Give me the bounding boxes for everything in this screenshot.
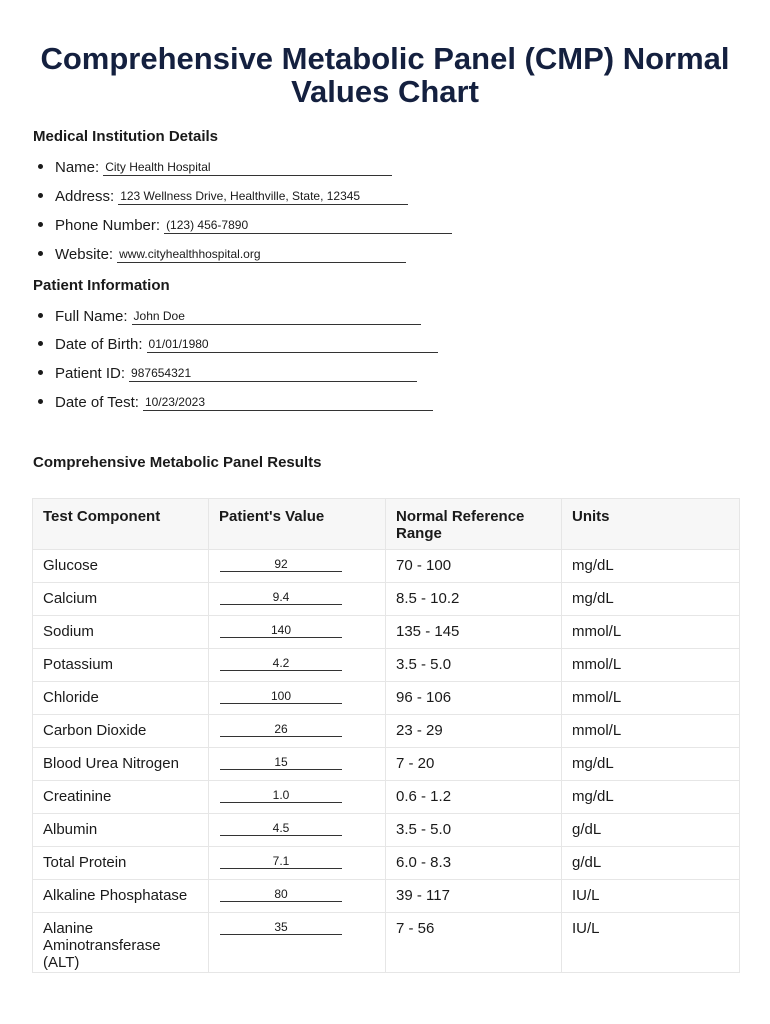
value-cell	[209, 715, 386, 748]
field-value: 987654321	[131, 366, 192, 380]
value-line	[220, 689, 342, 704]
field-value: 10/23/2023	[144, 395, 205, 409]
patient-value: 100	[270, 689, 292, 703]
range-cell: 96 - 106	[386, 682, 562, 715]
field-label: Patient ID:	[55, 365, 126, 382]
page-title: Comprehensive Metabolic Panel (CMP) Normal Values Chart	[40, 41, 730, 109]
patient-value: 26	[274, 722, 288, 736]
patient-value: 92	[274, 557, 288, 571]
field-line	[147, 335, 438, 353]
component-cell: Alkaline Phosphatase	[33, 880, 209, 913]
units-cell: mmol/L	[562, 649, 740, 682]
field-label: Address:	[55, 188, 115, 205]
table-row	[33, 550, 740, 583]
value-cell	[209, 814, 386, 847]
field-line	[143, 393, 433, 411]
field-label: Date of Birth:	[55, 336, 143, 353]
patient-value: 15	[274, 755, 288, 769]
units-cell: mmol/L	[562, 616, 740, 649]
units-cell: g/dL	[562, 814, 740, 847]
table-row	[33, 715, 740, 748]
column-header-range: Normal Reference Range	[386, 499, 562, 550]
field-line	[118, 187, 408, 205]
component-cell: Blood Urea Nitrogen	[33, 748, 209, 781]
table-row	[33, 781, 740, 814]
institution-phone-field	[38, 216, 452, 236]
range-cell: 7 - 56	[386, 913, 562, 973]
units-cell: IU/L	[562, 913, 740, 973]
range-cell: 23 - 29	[386, 715, 562, 748]
bullet-icon	[38, 193, 43, 198]
patient-value: 80	[274, 887, 288, 901]
range-cell: 135 - 145	[386, 616, 562, 649]
patient-value: 4.5	[272, 821, 290, 835]
value-line	[220, 854, 342, 869]
value-cell	[209, 616, 386, 649]
results-heading: Comprehensive Metabolic Panel Results	[33, 454, 322, 471]
patient-test-date-field	[38, 393, 433, 413]
value-line	[220, 722, 342, 737]
bullet-icon	[38, 222, 43, 227]
field-line	[117, 245, 406, 263]
field-value: 01/01/1980	[148, 337, 209, 351]
component-cell: Calcium	[33, 583, 209, 616]
value-line	[220, 656, 342, 671]
value-line	[220, 623, 342, 638]
institution-heading: Medical Institution Details	[33, 128, 219, 145]
component-cell: Creatinine	[33, 781, 209, 814]
field-label: Website:	[55, 246, 114, 263]
value-line	[220, 821, 342, 836]
units-cell: mg/dL	[562, 583, 740, 616]
units-cell: mmol/L	[562, 715, 740, 748]
field-label: Name:	[55, 159, 100, 176]
field-label: Date of Test:	[55, 394, 139, 411]
field-label: Full Name:	[55, 308, 128, 325]
component-cell: Glucose	[33, 550, 209, 583]
value-line	[220, 590, 342, 605]
table-row	[33, 847, 740, 880]
patient-name-field	[38, 307, 421, 327]
range-cell: 8.5 - 10.2	[386, 583, 562, 616]
table-row	[33, 682, 740, 715]
range-cell: 39 - 117	[386, 880, 562, 913]
value-line	[220, 557, 342, 572]
value-cell	[209, 649, 386, 682]
field-value: 123 Wellness Drive, Healthville, State, 12345	[120, 189, 361, 203]
institution-name-field	[38, 158, 392, 178]
value-line	[220, 788, 342, 803]
component-cell: Chloride	[33, 682, 209, 715]
column-header-value: Patient's Value	[209, 499, 386, 550]
units-cell: g/dL	[562, 847, 740, 880]
value-line	[220, 887, 342, 902]
component-cell: Albumin	[33, 814, 209, 847]
patient-dob-field	[38, 335, 438, 355]
patient-value: 1.0	[272, 788, 290, 802]
range-cell: 3.5 - 5.0	[386, 814, 562, 847]
table-row	[33, 616, 740, 649]
column-header-units: Units	[562, 499, 740, 550]
table-row	[33, 748, 740, 781]
column-header-component: Test Component	[33, 499, 209, 550]
field-line	[164, 216, 452, 234]
units-cell: IU/L	[562, 880, 740, 913]
value-cell	[209, 550, 386, 583]
field-value: (123) 456-7890	[166, 218, 249, 232]
component-cell: Alanine Aminotransferase (ALT)	[33, 913, 209, 973]
units-cell: mg/dL	[562, 781, 740, 814]
table-row	[33, 583, 740, 616]
field-line	[103, 158, 392, 176]
component-cell: Sodium	[33, 616, 209, 649]
table-row	[33, 814, 740, 847]
value-cell	[209, 748, 386, 781]
range-cell: 7 - 20	[386, 748, 562, 781]
table-row	[33, 649, 740, 682]
range-cell: 0.6 - 1.2	[386, 781, 562, 814]
range-cell: 3.5 - 5.0	[386, 649, 562, 682]
field-line	[132, 307, 421, 325]
range-cell: 70 - 100	[386, 550, 562, 583]
component-cell: Total Protein	[33, 847, 209, 880]
range-cell: 6.0 - 8.3	[386, 847, 562, 880]
patient-heading: Patient Information	[33, 277, 170, 294]
value-cell	[209, 847, 386, 880]
value-line	[220, 920, 342, 935]
bullet-icon	[38, 251, 43, 256]
value-cell	[209, 781, 386, 814]
institution-address-field	[38, 187, 408, 207]
institution-website-field	[38, 245, 406, 265]
results-table	[32, 498, 740, 973]
patient-value: 9.4	[272, 590, 290, 604]
bullet-icon	[38, 370, 43, 375]
bullet-icon	[38, 399, 43, 404]
field-value: John Doe	[133, 309, 185, 323]
units-cell: mg/dL	[562, 748, 740, 781]
value-cell	[209, 913, 386, 973]
table-header-row	[33, 499, 740, 550]
units-cell: mmol/L	[562, 682, 740, 715]
value-cell	[209, 682, 386, 715]
value-cell	[209, 583, 386, 616]
field-label: Phone Number:	[55, 217, 161, 234]
table-row	[33, 880, 740, 913]
field-value: www.cityhealthhospital.org	[119, 247, 261, 261]
field-line	[129, 364, 417, 382]
patient-id-field	[38, 364, 417, 384]
table-row	[33, 913, 740, 973]
field-value: City Health Hospital	[105, 160, 211, 174]
units-cell: mg/dL	[562, 550, 740, 583]
value-line	[220, 755, 342, 770]
value-cell	[209, 880, 386, 913]
bullet-icon	[38, 341, 43, 346]
patient-value: 140	[270, 623, 292, 637]
component-cell: Potassium	[33, 649, 209, 682]
bullet-icon	[38, 164, 43, 169]
patient-value: 4.2	[272, 656, 290, 670]
bullet-icon	[38, 313, 43, 318]
patient-value: 35	[274, 920, 288, 934]
component-cell: Carbon Dioxide	[33, 715, 209, 748]
patient-value: 7.1	[272, 854, 290, 868]
